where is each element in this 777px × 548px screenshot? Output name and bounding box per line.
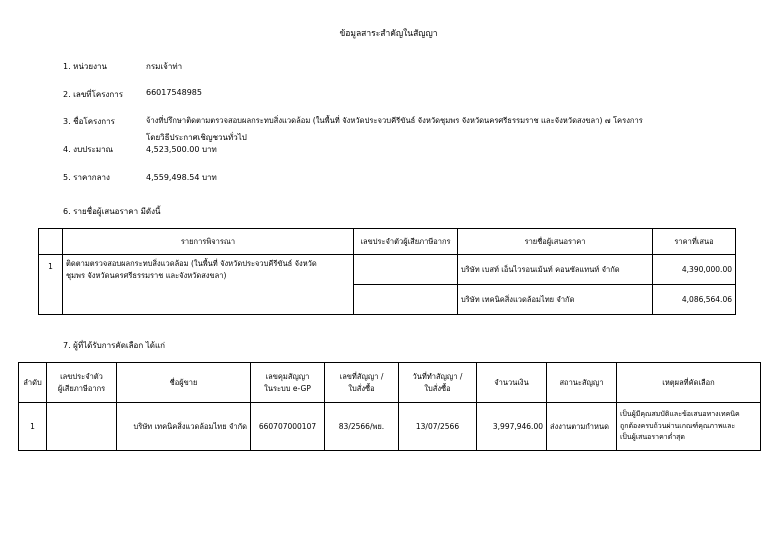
bidders-header-blank <box>39 229 63 255</box>
winners-header-no: ลำดับ <box>19 363 47 403</box>
winner-reason-line3: เป็นผู้เสนอราคาต่ำสุด <box>620 433 685 442</box>
winners-table <box>18 362 761 451</box>
winners-header-egp-line1: เลขคุมสัญญา <box>265 371 310 381</box>
winner-reason-line1: เป็นผู้มีคุณสมบัติและข้อเสนอทางเทคนิค <box>620 410 740 419</box>
winners-header-row <box>19 363 761 403</box>
bidder-tax-id <box>354 285 458 315</box>
bidders-header-name: รายชื่อผู้เสนอราคา <box>458 229 653 255</box>
bidders-header-item: รายการพิจารณา <box>63 229 354 255</box>
bidders-heading: 6. รายชื่อผู้เสนอราคา มีดังนี้ <box>63 207 161 216</box>
project-name-label: 3. ชื่อโครงการ <box>63 117 115 126</box>
project-name-line2: โดยวิธีประกาศเชิญชวนทั่วไป <box>146 133 247 142</box>
project-no-value: 66017548985 <box>146 88 202 97</box>
agency-label: 1. หน่วยงาน <box>63 62 107 71</box>
winner-tax-id <box>47 403 117 451</box>
bidders-item-description <box>63 255 354 315</box>
winners-header-contract-date-line1: วันที่ทำสัญญา / <box>412 371 463 381</box>
bidders-item-no: 1 <box>39 255 63 315</box>
table-row <box>19 403 761 451</box>
project-name-line1: จ้างที่ปรึกษาติดตามตรวจสอบผลกระทบสิ่งแวดล้อม (ในพื้นที่ จังหวัดประจวบคีรีขันธ์ จังหวัดชุมพร จังหวัดนครศรีธรรมราช และจังหวัดสงขลา) ๗ โครงการ <box>146 116 643 125</box>
winners-header-tax-id-line1: เลขประจำตัว <box>60 371 103 381</box>
winner-reason <box>617 403 761 451</box>
agency-value: กรมเจ้าท่า <box>146 62 183 71</box>
bidders-header-tax-id: เลขประจำตัวผู้เสียภาษีอากร <box>354 229 458 255</box>
winners-header-egp <box>251 363 325 403</box>
winners-header-vendor: ชื่อผู้ขาย <box>117 363 251 403</box>
winner-contract-no: 83/2566/พย. <box>325 403 399 451</box>
bidders-header-row <box>39 229 736 255</box>
bidder-name: บริษัท เทคนิคสิ่งแวดล้อมไทย จำกัด <box>458 285 653 315</box>
winner-amount: 3,997,946.00 <box>477 403 547 451</box>
winner-vendor: บริษัท เทคนิคสิ่งแวดล้อมไทย จำกัด <box>117 403 251 451</box>
page-title: ข้อมูลสาระสำคัญในสัญญา <box>339 29 438 39</box>
bidder-price: 4,390,000.00 <box>653 255 736 285</box>
winner-reason-line2: ถูกต้องครบถ้วนผ่านเกณฑ์คุณภาพและ <box>620 421 736 430</box>
winners-header-amount: จำนวนเงิน <box>477 363 547 403</box>
median-price-label: 5. ราคากลาง <box>63 173 110 182</box>
winners-header-status: สถานะสัญญา <box>547 363 617 403</box>
bidders-item-line2: ชุมพร จังหวัดนครศรีธรรมราช และจังหวัดสงขลา) <box>66 271 227 280</box>
bidder-name: บริษัท เบสท์ เอ็นไวรอนเม้นท์ คอนซัลแทนท์ จำกัด <box>458 255 653 285</box>
bidders-item-line1: ติดตามตรวจสอบผลกระทบสิ่งแวดล้อม (ในพื้นที่ จังหวัดประจวบคีรีขันธ์ จังหวัด <box>66 259 317 268</box>
winners-header-contract-date <box>399 363 477 403</box>
winner-contract-date: 13/07/2566 <box>399 403 477 451</box>
median-price-value: 4,559,498.54 บาท <box>146 173 217 182</box>
winner-egp-number: 660707000107 <box>251 403 325 451</box>
winner-status: ส่งงานตามกำหนด <box>547 403 617 451</box>
winners-header-contract-no-line1: เลขที่สัญญา / <box>339 371 384 381</box>
bidders-header-price: ราคาที่เสนอ <box>653 229 736 255</box>
winners-header-tax-id-line2: ผู้เสียภาษีอากร <box>57 383 106 393</box>
budget-label: 4. งบประมาณ <box>63 145 114 154</box>
winners-header-contract-no-line2: ใบสั่งซื้อ <box>348 383 375 393</box>
winners-header-contract-date-line2: ใบสั่งซื้อ <box>424 383 451 393</box>
bidder-price: 4,086,564.06 <box>653 285 736 315</box>
winners-header-egp-line2: ในระบบ e-GP <box>264 383 311 393</box>
winners-heading: 7. ผู้ที่ได้รับการคัดเลือก ได้แก่ <box>63 341 165 350</box>
winners-header-tax-id <box>47 363 117 403</box>
table-row <box>39 255 736 285</box>
bidder-tax-id <box>354 255 458 285</box>
project-no-label: 2. เลขที่โครงการ <box>63 90 124 99</box>
winners-header-reason: เหตุผลที่คัดเลือก <box>617 363 761 403</box>
winners-header-contract-no <box>325 363 399 403</box>
bidders-table <box>38 228 736 315</box>
winner-no: 1 <box>19 403 47 451</box>
budget-value: 4,523,500.00 บาท <box>146 145 217 154</box>
